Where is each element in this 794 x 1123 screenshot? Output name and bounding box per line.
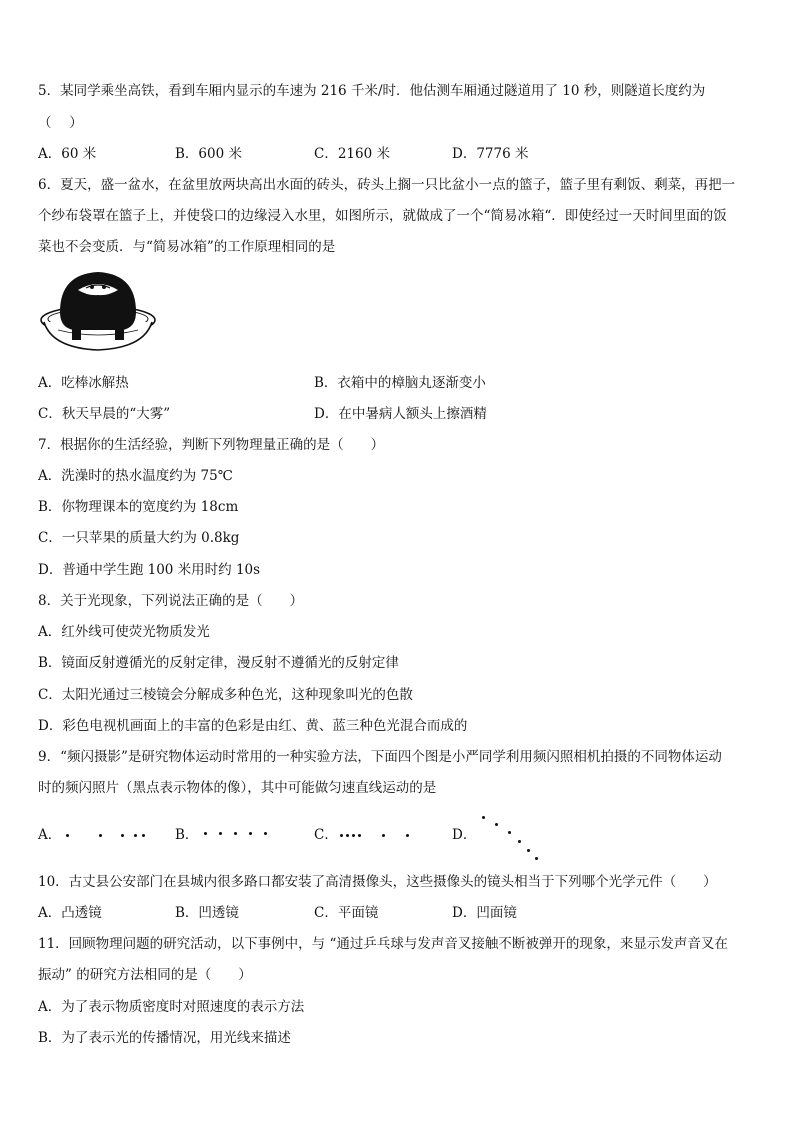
q6-stem-line3: 菜也不会变质．与“简易冰箱”的工作原理相同的是 (38, 239, 336, 255)
q7-option-b: B．你物理课本的宽度约为 18cm (38, 499, 239, 515)
q5-option-b: B．600 米 (175, 146, 242, 162)
q7-option-d: D．普通中学生跑 100 米用时约 10s (38, 562, 261, 578)
q10-option-b: B．凹透镜 (175, 905, 239, 921)
q9-option-a-label: A． (38, 827, 62, 843)
q7-option-a: A．洗澡时的热水温度约为 75℃ (38, 468, 233, 484)
q10-option-c: C．平面镜 (314, 905, 379, 921)
q8-option-d: D．彩色电视机画面上的丰富的色彩是由红、黄、蓝三种色光混合而成的 (38, 718, 468, 734)
q9-option-a-strobe-dots (66, 834, 156, 840)
q6-option-b: B．衣箱中的樟脑丸逐渐变小 (314, 375, 486, 391)
q6-stem-line1: 6．夏天，盛一盆水，在盆里放两块高出水面的砖头，砖头上搁一只比盆小一点的篮子，篮子里有剩饭、剩菜，再把一 (38, 177, 736, 193)
q11-option-b: B．为了表示光的传播情况，用光线来描述 (38, 1030, 291, 1046)
simple-fridge-figure (38, 268, 158, 360)
q5-option-c: C．2160 米 (314, 146, 390, 162)
q9-option-b-strobe-dots (204, 832, 284, 838)
q9-option-d-label: D． (452, 827, 477, 843)
q5-stem: 5．某同学乘坐高铁，看到车厢内显示的车速为 216 千米/时．他估测车厢通过隧道用了 10 秒，则隧道长度约为 (38, 83, 706, 99)
q5-blank: （ ） (38, 115, 83, 131)
q9-option-d-strobe-dots (480, 816, 550, 860)
q11-stem-line1: 11．回顾物理问题的研究活动，以下事例中，与 “通过乒乓球与发声音叉接触不断被弹开的现象，来显示发声音叉在 (38, 936, 728, 952)
q8-option-a: A．红外线可使荧光物质发光 (38, 624, 210, 640)
q9-option-b-label: B． (175, 827, 199, 843)
q8-stem: 8．关于光现象，下列说法正确的是（ ） (38, 593, 304, 609)
q9-option-c-strobe-dots (340, 834, 420, 840)
q7-stem: 7．根据你的生活经验，判断下列物理量正确的是（ ） (38, 437, 385, 453)
q8-option-b: B．镜面反射遵循光的反射定律，漫反射不遵循光的反射定律 (38, 655, 399, 671)
q6-stem-line2: 个纱布袋罩在篮子上，并使袋口的边缘浸入水里，如图所示，就做成了一个“简易冰箱“．即使经过一天时间里面的饭 (38, 208, 727, 224)
q10-option-d: D．凹面镜 (452, 905, 517, 921)
q11-stem-line2: 振动” 的研究方法相同的是（ ） (38, 967, 252, 983)
q6-option-c: C．秋天早晨的“大雾” (38, 406, 171, 422)
q5-option-d: D．7776 米 (452, 146, 529, 162)
q7-option-c: C．一只苹果的质量大约为 0.8kg (38, 530, 240, 546)
q9-option-c-label: C． (314, 827, 338, 843)
q9-stem-line2: 时的频闪照片（黑点表示物体的像），其中可能做匀速直线运动的是 (38, 780, 437, 796)
q11-option-a: A．为了表示物质密度时对照速度的表示方法 (38, 999, 305, 1015)
q10-option-a: A．凸透镜 (38, 905, 102, 921)
q6-option-d: D．在中暑病人额头上擦酒精 (314, 406, 487, 422)
q5-option-a: A．60 米 (38, 146, 97, 162)
q10-stem: 10．古丈县公安部门在县城内很多路口都安装了高清摄像头，这些摄像头的镜头相当于下列哪个光学元件（ ） (38, 874, 717, 890)
q8-option-c: C．太阳光通过三棱镜会分解成多种色光，这种现象叫光的色散 (38, 687, 413, 703)
q9-stem-line1: 9．“频闪摄影”是研究物体运动时常用的一种实验方法，下面四个图是小严同学利用频闪照相机拍摄的不同物体运动 (38, 749, 722, 765)
q6-option-a: A．吃棒冰解热 (38, 375, 129, 391)
